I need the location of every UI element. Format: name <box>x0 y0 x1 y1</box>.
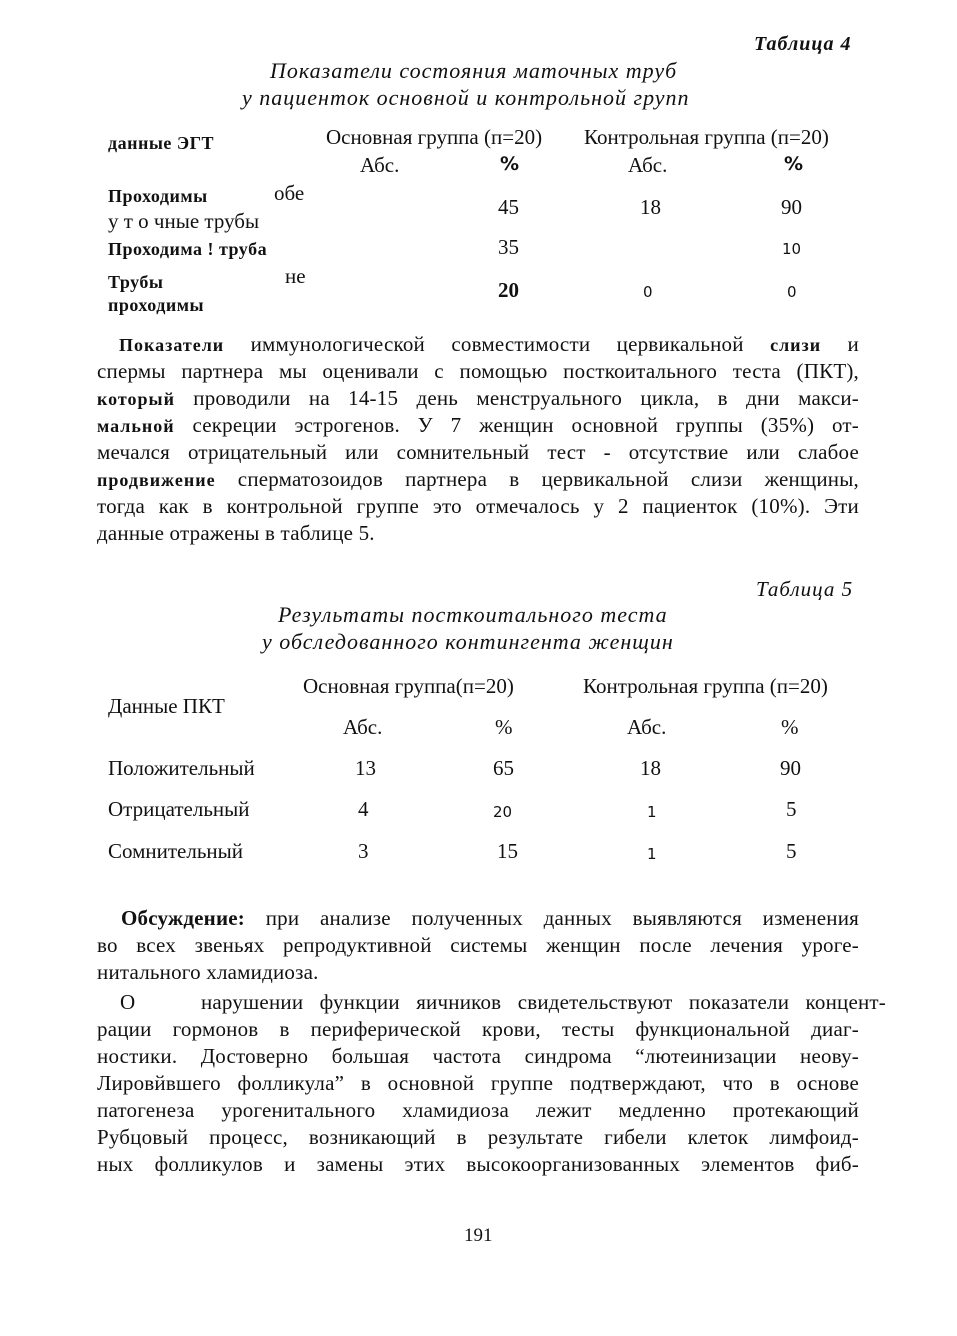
cell-pct1: 15 <box>497 839 518 863</box>
row-label: Трубы <box>108 272 164 292</box>
table4-pct2-header: % <box>784 153 804 175</box>
cell-pct2: 90 <box>781 195 802 219</box>
table5-pct2-header: % <box>781 715 799 739</box>
cell-pct2: 5 <box>786 797 797 821</box>
text-bold: Показатели <box>119 335 225 355</box>
row-label: Сомнительный <box>108 839 244 863</box>
table5-abs2-header: Абс. <box>627 715 667 739</box>
table5-label: Таблица 5 <box>756 577 854 601</box>
row-label: Положительный <box>108 756 255 780</box>
cell-pct1: 65 <box>493 756 514 780</box>
row-label: Отрицательный <box>108 797 250 821</box>
cell-abs2: 18 <box>640 195 661 219</box>
text-bold: мальной <box>97 416 175 436</box>
text-line: спермы партнера мы оценивали с помощью посткоитального теста (ПКТ), <box>97 359 859 383</box>
text-line <box>97 331 859 359</box>
table4-label: Таблица 4 <box>754 33 852 55</box>
table5-rowlabel-header: Данные ПКТ <box>108 694 225 718</box>
cell-pct1: 20 <box>493 803 513 821</box>
text-bold: слизи <box>770 335 822 355</box>
text-span: при анализе полученных данных выявляются изменения <box>265 906 859 930</box>
table4-group1-header: Основная группа (п=20) <box>326 125 543 149</box>
text-line: тогда как в контрольной группе это отмечалось у 2 пациенток (10%). Эти <box>97 494 859 518</box>
text-line <box>97 466 859 494</box>
cell-pct1: 20 <box>498 278 519 302</box>
cell-pct1: 35 <box>498 235 519 259</box>
row-label: обе <box>274 181 305 205</box>
text-line: Рубцовый процесс, возникающий в результате гибели клеток лимфоид- <box>97 1125 859 1149</box>
table4-pct1-header: % <box>500 153 520 175</box>
text-line: данные отражены в таблице 5. <box>97 521 375 545</box>
row-label: Проходима ! труба <box>108 239 268 259</box>
table5-group2-header: Контрольная группа (п=20) <box>583 674 828 698</box>
text-line: ностики. Достоверно большая частота синдрома “лютеинизации неову- <box>97 1044 859 1068</box>
row-label: Проходимы <box>108 186 208 206</box>
text-line: О нарушении функции яичников свидетельствуют показатели концент- <box>120 990 886 1014</box>
text-line: рации гормонов в периферической крови, тесты функциональной диаг- <box>97 1017 859 1041</box>
text-line: мечался отрицательный или сомнительный тест - отсутствие или слабое <box>97 440 859 464</box>
text-bold: Обсуждение: <box>121 906 245 930</box>
text-line: Лировйвшего фолликула” в основной группе подтверждают, что в основе <box>97 1071 859 1095</box>
cell-abs2: 0 <box>643 283 653 301</box>
text-bold: продвижение <box>97 470 216 490</box>
text-line: ных фолликулов и замены этих высокоорганизованных элементов фиб- <box>97 1152 859 1176</box>
table4-group2-header: Контрольная группа (п=20) <box>584 125 829 149</box>
text-line: нитального хламидиоза. <box>97 960 319 984</box>
text-line <box>97 905 859 932</box>
page-number: 191 <box>464 1225 493 1246</box>
text-bold: который <box>97 389 175 409</box>
text-span: секреции эстрогенов. У 7 женщин основной группы (35%) от- <box>192 413 859 437</box>
table4-title-line1: Показатели состояния маточных труб <box>270 58 678 83</box>
cell-abs2: 18 <box>640 756 661 780</box>
text-span: и <box>847 332 859 356</box>
row-label: проходимы <box>108 295 205 315</box>
row-label: у т о чные трубы <box>108 209 260 233</box>
text-line <box>97 385 859 413</box>
cell-pct2: 10 <box>782 240 802 258</box>
table5-title-line1: Результаты посткоитального теста <box>278 602 668 627</box>
table4-abs1-header: Абс. <box>360 153 400 177</box>
text-span: проводили на 14-15 день менструального цикла, в дни макси- <box>193 386 860 410</box>
cell-pct2: 0 <box>787 283 797 301</box>
table5-group1-header: Основная группа(п=20) <box>303 674 514 698</box>
table4-abs2-header: Абс. <box>628 153 668 177</box>
cell-pct2: 90 <box>780 756 801 780</box>
cell-abs2: 1 <box>647 845 657 863</box>
table4-rowlabel-header: данные ЭГТ <box>108 133 215 153</box>
table5-pct1-header: % <box>495 715 513 739</box>
cell-pct1: 45 <box>498 195 519 219</box>
cell-abs2: 1 <box>647 803 657 821</box>
table4-title-line2: у пациенток основной и контрольной групп <box>242 85 690 110</box>
text-span: сперматозоидов партнера в цервикальной слизи женщины, <box>237 467 859 491</box>
cell-abs1: 3 <box>358 839 369 863</box>
text-line: патогенеза урогенитального хламидиоза лежит медленно протекающий <box>97 1098 859 1122</box>
text-line: во всех звеньях репродуктивной системы женщин после лечения уроге- <box>97 933 859 957</box>
table5-abs1-header: Абс. <box>343 715 383 739</box>
text-line <box>97 412 859 440</box>
row-label: не <box>285 264 306 288</box>
cell-pct2: 5 <box>786 839 797 863</box>
cell-abs1: 13 <box>355 756 376 780</box>
cell-abs1: 4 <box>358 797 369 821</box>
table5-title-line2: у обследованного контингента женщин <box>262 629 674 654</box>
text-span: иммунологической совместимости цервикальной <box>250 332 744 356</box>
